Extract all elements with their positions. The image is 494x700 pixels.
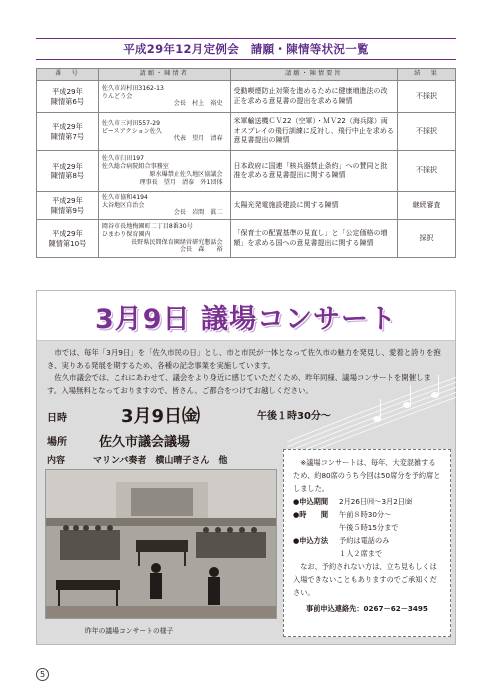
intro-paragraph: 市では、毎年「3月9日」を「佐久市民の日」とし、市と市民が一体となって佐久市の魅力を発見し、愛着と誇りを抱き、実りある発展を期するため、各種の記念事業を実施しています。 xyxy=(47,348,441,370)
page-title: 平成29年12月定例会 請願・陳情等状況一覧 xyxy=(36,38,456,60)
petition-number: 平成29年 陳情第8号 xyxy=(37,151,99,192)
time-value: 午前８時30分～ xyxy=(339,509,392,519)
concert-title: 3月9日 議場コンサート xyxy=(95,304,397,335)
method-value-limit: １人２席まで xyxy=(339,548,383,558)
table-row xyxy=(37,81,456,113)
petition-summary: 太陽光発電施設建設に関する陳情 xyxy=(230,192,398,220)
petitioner: 岡谷市長地梅園町二丁目8番30号 ひまわり保育園内 長野県民間保育園経営研究懇話会 会長 森 裕 xyxy=(98,220,230,258)
concert-time: 午後１時30分～ xyxy=(257,411,331,422)
header-number: 番 号 xyxy=(37,69,99,81)
petition-number: 平成29年 陳情第10号 xyxy=(37,220,99,258)
petition-number: 平成29年 陳情第7号 xyxy=(37,113,99,151)
petition-result: 採択 xyxy=(398,220,456,258)
petition-number: 平成29年 陳情第6号 xyxy=(37,81,99,113)
petition-summary: 米軍輸送機ＣＶ22（空軍）・ＭＶ22（海兵隊）両オスプレイの飛行訓練に反対し、飛行中止を求める意見書提出の陳情 xyxy=(230,113,398,151)
petition-summary: 受動喫煙防止対策を進めるために健康増進法の改正を求める意見書の提出を求める陳情 xyxy=(230,81,398,113)
photo-caption: 昨年の議場コンサートの様子 xyxy=(85,627,174,635)
petition-summary: 「保育士の配置基準の見直し」と「公定価格の増額」を求める国への意見書提出に関する陳情 xyxy=(230,220,398,258)
time-value-end: 午後５時15分まで xyxy=(339,522,399,532)
header-summary: 請願・陳情要旨 xyxy=(230,69,398,81)
concert-date: 3月9日㈮ xyxy=(121,406,201,427)
petition-number: 平成29年 陳情第9号 xyxy=(37,192,99,220)
reservation-note: ※議場コンサートは、毎年、大変混雑するため、約80席のうち今回は50席分を予約席としました。 xyxy=(293,458,441,493)
method-label: ●申込方法 xyxy=(293,535,329,545)
page-number: 5 xyxy=(36,668,49,681)
petition-summary: 日本政府に国連「核兵器禁止条約」への賛同と批准を求める意見書提出に関する陳情 xyxy=(230,151,398,192)
method-value: 予約は電話のみ xyxy=(339,535,390,545)
concert-panel xyxy=(36,290,456,645)
contact-phone: 事前申込連絡先：0267－62－3495 xyxy=(306,604,428,614)
period-label: ●申込期間 xyxy=(293,496,329,506)
petition-result: 継続審査 xyxy=(398,192,456,220)
reservation-info-box xyxy=(283,449,451,637)
concert-intro xyxy=(47,347,445,398)
date-label: 日時 xyxy=(47,413,67,424)
table-row xyxy=(37,192,456,220)
intro-paragraph: 佐久市議会では、これにあわせて、議会をより身近に感じていただくため、昨年同様、議場コンサートを開催します。入場無料となっておりますので、皆さん、ご都合をつけてお越しください。 xyxy=(47,373,431,396)
petition-result: 不採択 xyxy=(398,81,456,113)
table-row xyxy=(37,220,456,258)
table-row xyxy=(37,113,456,151)
concert-header xyxy=(37,291,455,341)
table-row xyxy=(37,151,456,192)
petitioner: 佐久市三河田557-29 ピースアクション佐久 代表 望月 清春 xyxy=(98,113,230,151)
concert-photo-image xyxy=(46,470,277,619)
method-row xyxy=(293,535,441,548)
petitioner: 佐久市協和4194 大谷地区自治会 会長 岩間 眞二 xyxy=(98,192,230,220)
period-value: 2月26日㈪～3月2日㈮ xyxy=(339,496,413,506)
header-result: 結 果 xyxy=(398,69,456,81)
petitioner: 佐久市岩村田3162-13 りんどう会 会長 村上 裕史 xyxy=(98,81,230,113)
standing-note: なお、予約されない方は、立ち見もしくは入場できないこともありますのでご承知ください。 xyxy=(293,561,437,597)
concert-content: マリンバ奏者 横山晴子さん 他 xyxy=(93,456,228,466)
place-label: 場所 xyxy=(47,437,67,448)
concert-place: 佐久市議会議場 xyxy=(99,435,191,450)
content-label: 内容 xyxy=(47,456,66,466)
table-header-row xyxy=(37,69,456,81)
petition-result: 不採択 xyxy=(398,151,456,192)
period-row xyxy=(293,496,441,509)
concert-photo xyxy=(45,469,277,619)
time-row xyxy=(293,509,441,522)
header-petitioner: 請願・陳情者 xyxy=(98,69,230,81)
petitioner: 佐久市臼田197 佐久総合病院組合事務室 原水爆禁止佐久地区協議会 理事長 望月 清泰 外1団体 xyxy=(98,151,230,192)
petition-result: 不採択 xyxy=(398,113,456,151)
petition-table xyxy=(36,68,456,258)
time-label: ●時 間 xyxy=(293,509,329,519)
